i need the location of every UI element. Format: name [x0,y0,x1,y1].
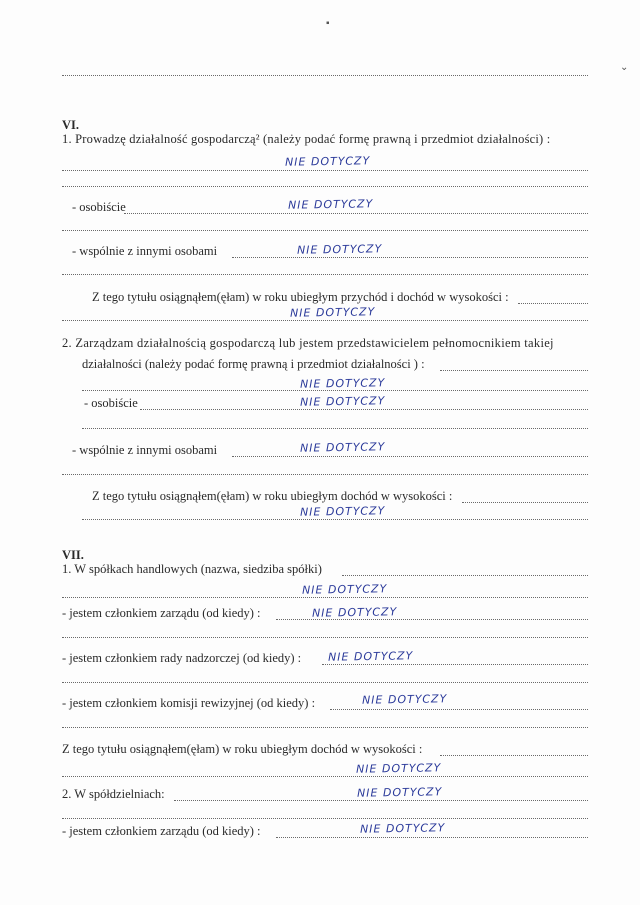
scan-speck: ⌄ [620,62,629,73]
handwritten-answer: NIE DOTYCZY [361,692,448,707]
handwritten-answer: NIE DOTYCZY [356,785,443,800]
handwritten-answer: NIE DOTYCZY [359,821,446,836]
handwritten-answer: NIE DOTYCZY [284,154,371,169]
handwritten-answer: NIE DOTYCZY [289,305,376,320]
label: - osobiście [72,200,126,214]
handwritten-answer: NIE DOTYCZY [299,376,386,391]
dotted-line [62,186,588,187]
item-text: Z tego tytułu osiągnąłem(ęłam) w roku ubiegłym przychód i dochód w wysokości : [92,290,509,304]
dotted-line [62,597,588,598]
item-text: 1. Prowadzę działalność gospodarczą² (należy podać formę prawną i przedmiot działalności) : [62,132,551,146]
handwritten-answer: NIE DOTYCZY [299,440,386,455]
dotted-line [276,837,588,838]
dotted-line [62,474,588,475]
section-heading: VII. [62,548,84,562]
section-heading: VI. [62,118,80,132]
item-text: działalności (należy podać formę prawną i przedmiot działalności ) : [82,357,425,371]
dotted-line [62,727,588,728]
dotted-line [124,213,588,214]
handwritten-answer: NIE DOTYCZY [355,761,442,776]
dotted-line [62,170,588,171]
dotted-line [140,409,588,410]
handwritten-answer: NIE DOTYCZY [299,394,386,409]
dotted-line [440,370,588,371]
dotted-line [462,502,588,503]
item-text: - osobiście [84,396,138,410]
dotted-line [62,637,588,638]
item-text: - jestem członkiem zarządu (od kiedy) : [62,606,261,620]
handwritten-answer: NIE DOTYCZY [299,504,386,519]
handwritten-answer: NIE DOTYCZY [296,242,383,257]
item-text: 2. W spółdzielniach: [62,787,165,801]
item-text: Z tego tytułu osiągnąłem(ęłam) w roku ubiegłym dochód w wysokości : [62,742,423,756]
dotted-line [174,800,588,801]
dotted-line [82,519,588,520]
dotted-line [330,709,588,710]
dotted-line [232,257,588,258]
item-text: 1. W spółkach handlowych (nazwa, siedziba spółki) [62,562,322,576]
dotted-line [62,75,588,76]
item-text: - jestem członkiem rady nadzorczej (od kiedy) : [62,651,302,665]
dotted-line [62,682,588,683]
dotted-line [62,776,588,777]
item-text: 2. Zarządzam działalnością gospodarczą lub jestem przedstawicielem pełnomocnikiem takiej [62,336,554,350]
dotted-line [82,428,588,429]
item-text: - wspólnie z innymi osobami [72,443,218,457]
item-text: - jestem członkiem komisji rewizyjnej (od kiedy) : [62,696,316,710]
dotted-line [62,230,588,231]
dotted-line [82,390,588,391]
dotted-line [232,456,588,457]
dotted-line [518,303,588,304]
handwritten-answer: NIE DOTYCZY [327,649,414,664]
handwritten-answer: NIE DOTYCZY [301,582,388,597]
dotted-line [62,274,588,275]
dotted-line [322,664,588,665]
dotted-line [62,320,588,321]
item-text: Z tego tytułu osiągnąłem(ęłam) w roku ubiegłym dochód w wysokości : [92,489,453,503]
handwritten-answer: NIE DOTYCZY [311,605,398,620]
dotted-line [342,575,588,576]
item-text: - jestem członkiem zarządu (od kiedy) : [62,824,261,838]
scan-speck: ▪ [326,18,330,29]
label: - wspólnie z innymi osobami [72,244,218,258]
dotted-line [62,818,588,819]
dotted-line [440,755,588,756]
handwritten-answer: NIE DOTYCZY [287,197,374,212]
